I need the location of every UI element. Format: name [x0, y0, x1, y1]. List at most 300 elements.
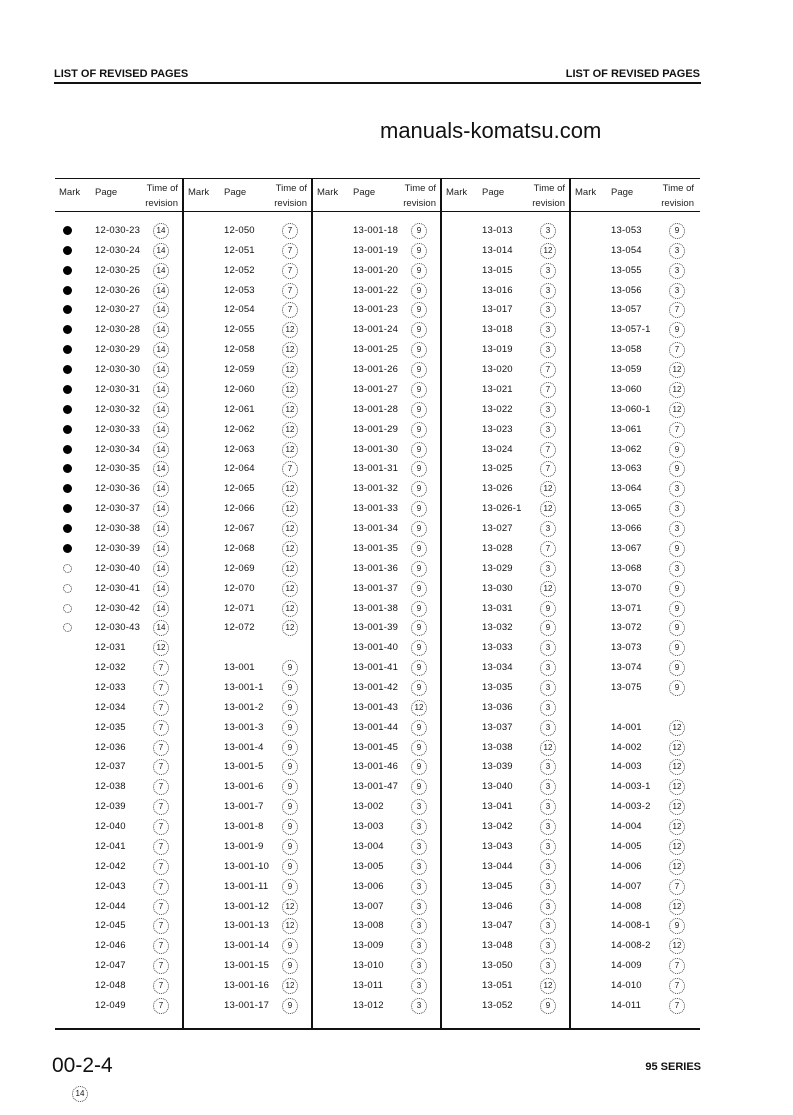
revision-circle-badge: 9	[540, 998, 556, 1014]
table-row	[442, 818, 569, 836]
page-number-cell: 13-070	[611, 582, 642, 594]
table-row	[55, 719, 182, 737]
revision-circle-badge: 3	[540, 342, 556, 358]
revision-circle-badge: 3	[540, 720, 556, 736]
table-row	[442, 977, 569, 995]
table-row	[442, 321, 569, 339]
table-row	[55, 858, 182, 876]
revision-circle-badge: 12	[282, 541, 298, 557]
table-row	[55, 282, 182, 300]
table-row	[184, 500, 311, 518]
revision-circle-badge: 7	[540, 541, 556, 557]
page-number-cell: 13-050	[482, 960, 513, 972]
revision-circle-badge: 3	[669, 521, 685, 537]
revision-circle-badge: 14	[153, 481, 169, 497]
revision-circle-badge: 9	[411, 481, 427, 497]
table-row	[313, 321, 440, 339]
page-number-cell: 13-047	[482, 920, 513, 932]
page-number-cell: 13-002	[353, 801, 384, 813]
revision-circle-badge: 9	[282, 958, 298, 974]
page-number-cell: 13-006	[353, 880, 384, 892]
table-row	[571, 739, 698, 757]
revision-circle-badge: 9	[282, 680, 298, 696]
page-number-cell: 13-001	[224, 662, 255, 674]
page-number-cell: 12-044	[95, 900, 126, 912]
table-row	[571, 957, 698, 975]
table-row	[313, 341, 440, 359]
page-number-cell: 12-030-29	[95, 344, 141, 356]
table-row	[184, 719, 311, 737]
page-number-cell: 13-012	[353, 999, 384, 1011]
revision-circle-badge: 7	[153, 720, 169, 736]
page-number-cell: 12-070	[224, 582, 255, 594]
revision-circle-badge: 3	[540, 680, 556, 696]
table-row	[313, 441, 440, 459]
table-row	[184, 421, 311, 439]
open-circle-mark-icon	[63, 564, 72, 573]
revision-circle-badge: 3	[540, 322, 556, 338]
page-number-cell: 14-008-2	[611, 940, 651, 952]
revision-circle-badge: 7	[153, 759, 169, 775]
revision-circle-badge: 14	[153, 581, 169, 597]
revision-circle-badge: 3	[540, 859, 556, 875]
page-number-cell: 13-075	[611, 682, 642, 693]
filled-dot-mark-icon	[63, 365, 72, 374]
table-row	[571, 818, 698, 836]
revision-circle-badge: 12	[282, 322, 298, 338]
revision-circle-badge: 12	[282, 382, 298, 398]
page-number-cell: 13-051	[482, 980, 513, 992]
table-row	[55, 679, 182, 697]
page-number: 00-2-4	[52, 1054, 113, 1077]
table-row	[442, 401, 569, 419]
table-row	[184, 520, 311, 538]
page-header: Page	[611, 187, 634, 198]
table-row	[442, 778, 569, 796]
revision-circle-badge: 3	[540, 263, 556, 279]
page-number-cell: 13-001-7	[224, 801, 264, 813]
revision-circle-badge: 3	[411, 938, 427, 954]
revision-circle-badge: 12	[669, 740, 685, 756]
revision-circle-badge: 3	[540, 561, 556, 577]
filled-dot-mark-icon	[63, 246, 72, 255]
filled-dot-mark-icon	[63, 226, 72, 235]
revision-circle-badge: 7	[282, 243, 298, 259]
page-number-cell: 13-029	[482, 562, 513, 574]
page-number-cell: 13-001-14	[224, 940, 270, 952]
table-row	[442, 997, 569, 1015]
table-row	[184, 798, 311, 816]
table-row	[184, 739, 311, 757]
table-row	[571, 421, 698, 439]
table-row	[442, 262, 569, 280]
page-number-cell: 13-048	[482, 940, 513, 952]
revision-header	[661, 181, 694, 211]
page-number-cell: 12-058	[224, 344, 255, 356]
revision-circle-badge: 12	[669, 759, 685, 775]
table-row	[313, 977, 440, 995]
page-number-cell: 12-059	[224, 364, 255, 376]
table-row	[571, 282, 698, 300]
page-number-cell: 14-006	[611, 860, 642, 872]
revision-header-line1: Time of	[404, 183, 436, 194]
table-row	[184, 758, 311, 776]
table-row	[184, 540, 311, 558]
revision-circle-badge: 12	[669, 819, 685, 835]
revision-circle-badge: 9	[411, 601, 427, 617]
page-number-cell: 12-030-25	[95, 264, 141, 276]
table-row	[571, 222, 698, 240]
page-header: Page	[95, 187, 118, 198]
filled-dot-mark-icon	[63, 445, 72, 454]
revision-circle-badge: 12	[540, 740, 556, 756]
revision-circle-badge: 7	[153, 660, 169, 676]
page-number-cell: 13-055	[611, 264, 642, 276]
page-number-cell: 12-064	[224, 463, 255, 475]
page-number-cell: 13-062	[611, 443, 642, 455]
revision-circle-badge: 9	[669, 601, 685, 617]
page-number-cell: 14-011	[611, 999, 642, 1011]
table-row	[55, 321, 182, 339]
page-number-cell: 12-031	[95, 642, 126, 654]
table-row	[184, 321, 311, 339]
page-number-cell: 13-009	[353, 940, 384, 952]
revision-circle-badge: 9	[411, 779, 427, 795]
page-number-cell: 13-061	[611, 423, 642, 435]
table-row	[184, 977, 311, 995]
revision-circle-badge: 7	[669, 998, 685, 1014]
revision-circle-badge: 12	[153, 640, 169, 656]
page-number-cell: 13-001-35	[353, 542, 399, 554]
revision-circle-badge: 3	[411, 998, 427, 1014]
table-row	[442, 222, 569, 240]
revision-circle-badge: 12	[669, 938, 685, 954]
revision-circle-badge: 3	[669, 263, 685, 279]
table-row	[571, 719, 698, 737]
table-row	[313, 639, 440, 657]
revision-circle-badge: 3	[540, 799, 556, 815]
page-number-cell: 13-001-38	[353, 602, 399, 614]
revision-circle-badge: 12	[282, 442, 298, 458]
page-number-cell: 12-048	[95, 980, 126, 992]
table-row	[313, 659, 440, 677]
revision-circle-badge: 3	[669, 501, 685, 517]
table-row	[184, 301, 311, 319]
revision-circle-badge: 9	[282, 720, 298, 736]
page-number-cell: 13-001-30	[353, 443, 399, 455]
table-row	[313, 798, 440, 816]
table-row	[55, 242, 182, 260]
revision-circle-badge: 12	[282, 422, 298, 438]
revision-circle-badge: 3	[411, 918, 427, 934]
revision-circle-badge: 9	[282, 859, 298, 875]
table-row	[442, 659, 569, 677]
table-row	[442, 619, 569, 637]
revision-header-line2: revision	[403, 198, 436, 209]
revision-circle-badge: 14	[153, 302, 169, 318]
page-revision-badge: 14	[72, 1086, 88, 1102]
table-row	[571, 778, 698, 796]
page-number-cell: 12-030-31	[95, 383, 141, 395]
revision-circle-badge: 9	[411, 759, 427, 775]
page-number-cell: 13-008	[353, 920, 384, 932]
revision-circle-badge: 12	[669, 779, 685, 795]
revision-circle-badge: 9	[411, 422, 427, 438]
revision-circle-badge: 9	[411, 501, 427, 517]
table-row	[571, 460, 698, 478]
page-number-cell: 13-073	[611, 642, 642, 654]
table-row	[313, 421, 440, 439]
table-row	[313, 758, 440, 776]
revision-circle-badge: 9	[411, 322, 427, 338]
revision-circle-badge: 7	[282, 461, 298, 477]
revision-circle-badge: 12	[669, 382, 685, 398]
page-number-cell: 12-045	[95, 920, 126, 932]
revision-circle-badge: 3	[411, 859, 427, 875]
table-row	[442, 480, 569, 498]
table-row	[184, 560, 311, 578]
page-number-cell: 13-001-34	[353, 523, 399, 535]
revision-circle-badge: 9	[282, 660, 298, 676]
table-row	[442, 719, 569, 737]
page-number-cell: 13-001-41	[353, 662, 399, 674]
table-row	[55, 441, 182, 459]
filled-dot-mark-icon	[63, 385, 72, 394]
page-number-cell: 12-030-33	[95, 423, 141, 435]
page-number-cell: 14-008	[611, 900, 642, 912]
table-row	[313, 520, 440, 538]
revision-circle-badge: 3	[540, 283, 556, 299]
header-right-title: LIST OF REVISED PAGES	[565, 68, 700, 80]
page-number-cell: 12-030-42	[95, 602, 141, 614]
page-number-cell: 12-040	[95, 821, 126, 833]
revision-circle-badge: 9	[411, 720, 427, 736]
table-row	[442, 560, 569, 578]
table-row	[184, 341, 311, 359]
table-row	[313, 679, 440, 697]
filled-dot-mark-icon	[63, 325, 72, 334]
revision-circle-badge: 7	[153, 779, 169, 795]
revision-circle-badge: 9	[411, 561, 427, 577]
page-number-cell: 13-025	[482, 463, 513, 475]
revision-header-line2: revision	[661, 198, 694, 209]
revision-circle-badge: 7	[153, 958, 169, 974]
table-row	[55, 917, 182, 935]
table-row	[571, 878, 698, 896]
page-number-cell: 13-001-23	[353, 304, 399, 316]
revision-circle-badge: 3	[669, 283, 685, 299]
revision-header-line1: Time of	[533, 183, 565, 194]
table-row	[442, 798, 569, 816]
page-number-cell: 12-039	[95, 801, 126, 813]
table-row	[571, 301, 698, 319]
page-number-cell: 13-001-28	[353, 403, 399, 415]
revision-circle-badge: 9	[411, 382, 427, 398]
column-group	[442, 179, 571, 1028]
page-number-cell: 13-001-25	[353, 344, 399, 356]
page-number-cell: 13-026	[482, 483, 513, 495]
table-row	[313, 957, 440, 975]
page-number-cell: 13-007	[353, 900, 384, 912]
page-number-cell: 13-001-12	[224, 900, 270, 912]
revision-circle-badge: 7	[540, 362, 556, 378]
table-row	[571, 937, 698, 955]
page-number-cell: 13-001-22	[353, 284, 399, 296]
table-row	[55, 600, 182, 618]
page-number-cell: 13-060	[611, 383, 642, 395]
revision-circle-badge: 3	[540, 759, 556, 775]
page-number-cell: 12-036	[95, 741, 126, 753]
revision-circle-badge: 12	[282, 561, 298, 577]
page-number-cell: 12-032	[95, 662, 126, 674]
revision-circle-badge: 7	[153, 740, 169, 756]
table-row	[571, 361, 698, 379]
page-number-cell: 13-024	[482, 443, 513, 455]
revision-circle-badge: 3	[669, 243, 685, 259]
table-row	[55, 818, 182, 836]
page-number-cell: 13-054	[611, 244, 642, 256]
revision-circle-badge: 12	[282, 601, 298, 617]
revision-circle-badge: 3	[540, 700, 556, 716]
revision-circle-badge: 3	[540, 402, 556, 418]
page-number-cell: 13-001-15	[224, 960, 270, 972]
revision-circle-badge: 14	[153, 263, 169, 279]
page-number-cell: 13-074	[611, 662, 642, 674]
revision-header-line2: revision	[274, 198, 307, 209]
revision-circle-badge: 7	[153, 879, 169, 895]
revision-circle-badge: 7	[540, 461, 556, 477]
table-row	[313, 460, 440, 478]
table-row	[313, 600, 440, 618]
table-row	[184, 878, 311, 896]
page-number-cell: 14-001	[611, 721, 642, 733]
page-number-cell: 13-001-42	[353, 682, 399, 693]
table-row	[184, 262, 311, 280]
page-number-cell: 13-001-46	[353, 761, 399, 773]
table-row	[313, 878, 440, 896]
page-number-cell: 13-001-9	[224, 840, 264, 852]
table-row	[571, 619, 698, 637]
revision-circle-badge: 12	[540, 978, 556, 994]
revision-circle-badge: 9	[282, 779, 298, 795]
mark-header: Mark	[575, 187, 597, 198]
page-header: Page	[353, 187, 376, 198]
table-row	[184, 957, 311, 975]
page-header: Page	[482, 187, 505, 198]
page-number-cell: 13-041	[482, 801, 513, 813]
page-number-cell: 12-030-39	[95, 542, 141, 554]
revision-circle-badge: 9	[282, 998, 298, 1014]
revision-circle-badge: 9	[411, 302, 427, 318]
page-number-cell: 12-037	[95, 761, 126, 773]
revision-circle-badge: 7	[540, 382, 556, 398]
table-row	[55, 301, 182, 319]
table-row	[571, 600, 698, 618]
revised-pages-table	[55, 178, 700, 1030]
page-number-cell: 13-001-37	[353, 582, 399, 594]
page-number-cell: 13-038	[482, 741, 513, 753]
revision-circle-badge: 12	[669, 799, 685, 815]
revision-circle-badge: 9	[411, 620, 427, 636]
page-number-cell: 12-030-40	[95, 562, 141, 574]
revision-circle-badge: 3	[540, 839, 556, 855]
revision-circle-badge: 9	[411, 362, 427, 378]
page-number-cell: 13-001-47	[353, 781, 399, 793]
page-number-cell: 13-001-11	[224, 880, 269, 892]
table-row	[313, 361, 440, 379]
revision-circle-badge: 7	[153, 700, 169, 716]
page-number-cell: 12-052	[224, 264, 255, 276]
table-row	[184, 858, 311, 876]
open-circle-mark-icon	[63, 584, 72, 593]
revision-circle-badge: 7	[669, 958, 685, 974]
table-row	[442, 679, 569, 697]
revision-circle-badge: 9	[411, 521, 427, 537]
filled-dot-mark-icon	[63, 425, 72, 434]
page-number-cell: 13-032	[482, 622, 513, 634]
page-number-cell: 13-001-45	[353, 741, 399, 753]
page-number-cell: 12-030-27	[95, 304, 141, 316]
table-row	[571, 262, 698, 280]
revision-circle-badge: 7	[153, 899, 169, 915]
watermark: manuals-komatsu.com	[380, 118, 602, 143]
page-number-cell: 12-030-23	[95, 225, 141, 236]
page-number-cell: 12-072	[224, 622, 255, 634]
table-row	[313, 778, 440, 796]
page-number-cell: 12-038	[95, 781, 126, 793]
page-number-cell: 12-060	[224, 383, 255, 395]
mark-header: Mark	[188, 187, 210, 198]
page-number-cell: 13-023	[482, 423, 513, 435]
revision-circle-badge: 12	[669, 720, 685, 736]
revision-circle-badge: 9	[669, 620, 685, 636]
table-row	[442, 917, 569, 935]
table-row	[55, 540, 182, 558]
header-rule	[54, 82, 701, 84]
revision-circle-badge: 9	[669, 581, 685, 597]
table-row	[55, 878, 182, 896]
column-group	[571, 179, 698, 1028]
page-number-cell: 12-030-34	[95, 443, 141, 455]
table-row	[55, 937, 182, 955]
page-number-cell: 13-001-39	[353, 622, 399, 634]
revision-circle-badge: 9	[669, 660, 685, 676]
page-number-cell: 12-051	[224, 244, 255, 256]
table-row	[442, 301, 569, 319]
page-number-cell: 13-001-26	[353, 364, 399, 376]
revision-circle-badge: 14	[153, 283, 169, 299]
page-number-cell: 13-039	[482, 761, 513, 773]
page-number-cell: 13-001-6	[224, 781, 264, 793]
page-number-cell: 13-059	[611, 364, 642, 376]
revision-circle-badge: 7	[282, 223, 298, 239]
page-number-cell: 13-001-27	[353, 383, 399, 395]
page-number-cell: 12-030-28	[95, 324, 141, 336]
table-row	[55, 977, 182, 995]
revision-circle-badge: 7	[153, 918, 169, 934]
page-number-cell: 12-054	[224, 304, 255, 316]
revision-circle-badge: 14	[153, 442, 169, 458]
revision-circle-badge: 12	[282, 501, 298, 517]
revision-circle-badge: 3	[411, 819, 427, 835]
revision-header-line1: Time of	[662, 183, 694, 194]
table-row	[313, 739, 440, 757]
page-number-cell: 12-050	[224, 225, 255, 236]
revision-circle-badge: 9	[411, 581, 427, 597]
revision-circle-badge: 9	[411, 402, 427, 418]
page-number-cell: 13-014	[482, 244, 513, 256]
revision-circle-badge: 7	[282, 302, 298, 318]
